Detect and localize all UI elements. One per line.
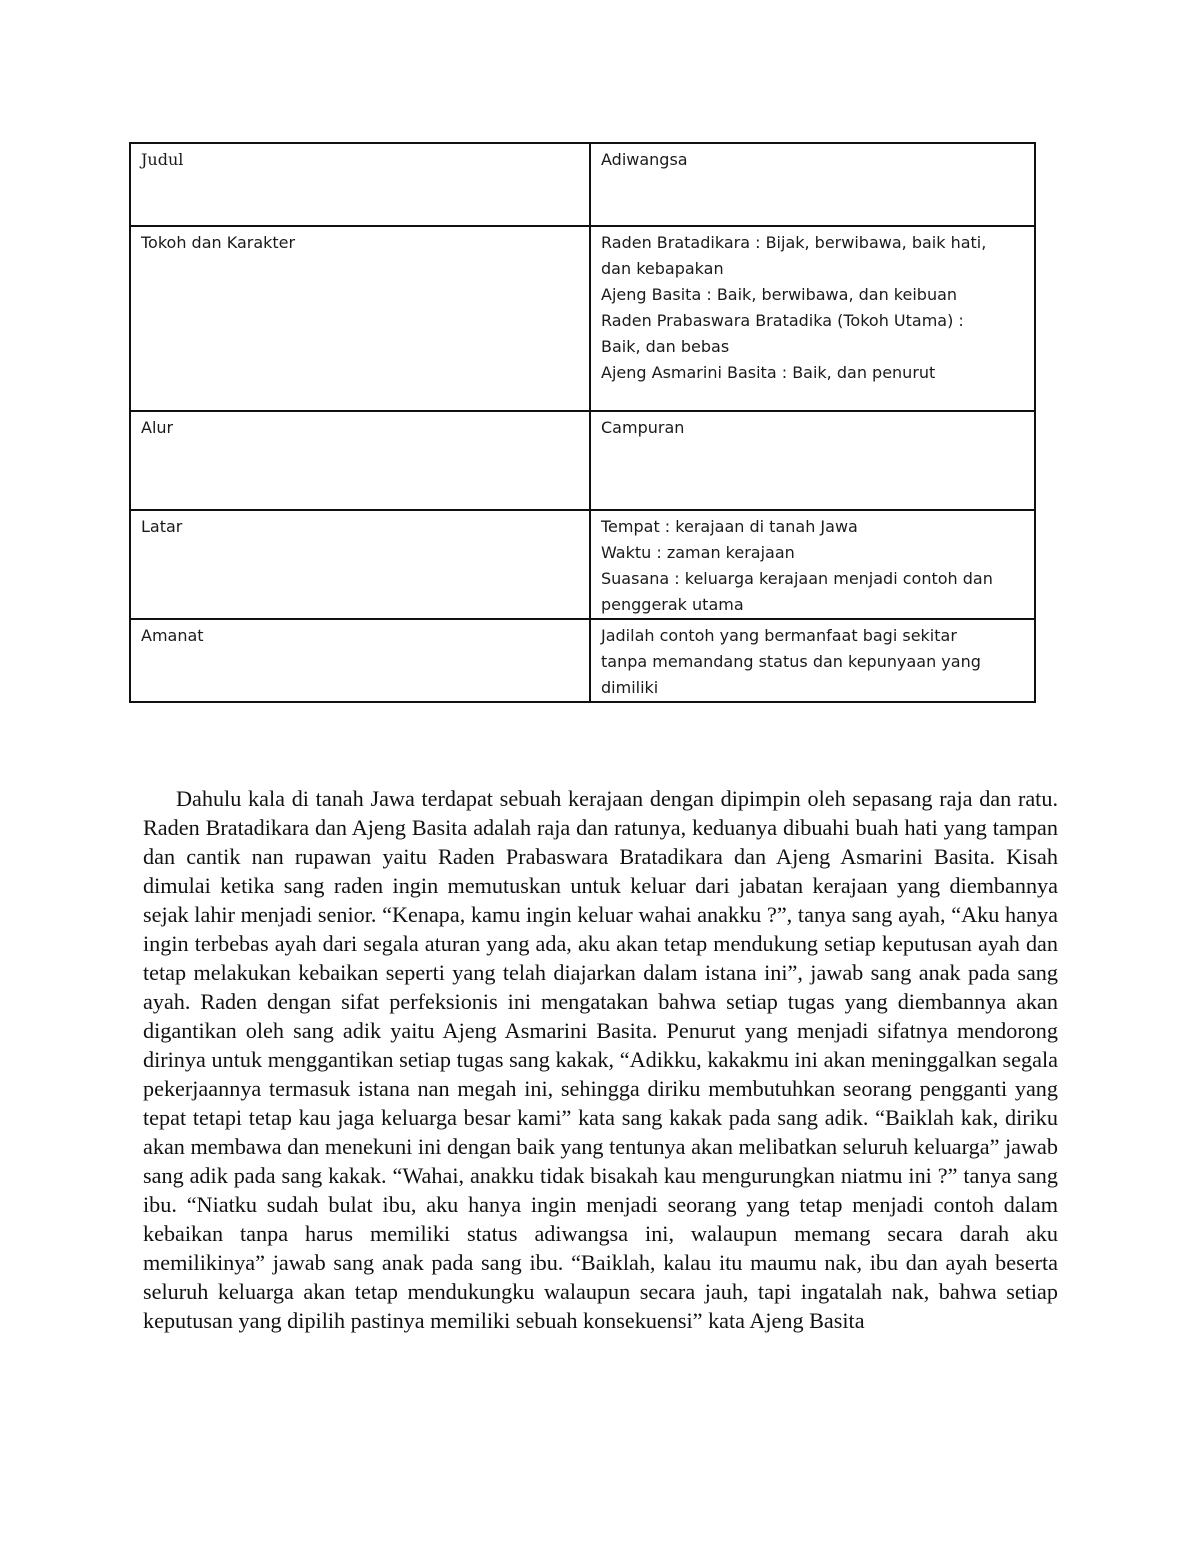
row-label: Judul: [130, 143, 590, 226]
table-row-latar: [130, 510, 1035, 619]
table-row-judul: [130, 143, 1035, 226]
value-line: Waktu : zaman kerajaan: [601, 543, 795, 562]
row-label: Latar: [130, 510, 590, 619]
value-line: penggerak utama: [601, 595, 744, 614]
value-line: Ajeng Asmarini Basita : Baik, dan penurut: [601, 363, 936, 382]
value-line: Adiwangsa: [601, 150, 688, 169]
row-label: Amanat: [130, 619, 590, 702]
value-line: Baik, dan bebas: [601, 337, 730, 356]
row-label: Tokoh dan Karakter: [130, 226, 590, 411]
table-row-tokoh: [130, 226, 1035, 411]
row-value: [590, 510, 1035, 619]
value-line: Campuran: [601, 418, 685, 437]
value-line: Jadilah contoh yang bermanfaat bagi sekitar: [601, 626, 957, 645]
row-label: Alur: [130, 411, 590, 510]
value-line: Raden Bratadikara : Bijak, berwibawa, baik hati,: [601, 233, 987, 252]
row-value: [590, 226, 1035, 411]
value-line: dimiliki: [601, 678, 659, 697]
value-line: Tempat : kerajaan di tanah Jawa: [601, 517, 858, 536]
row-value: [590, 619, 1035, 702]
story-paragraph: Dahulu kala di tanah Jawa terdapat sebuah kerajaan dengan dipimpin oleh sepasang raja dan ratu. Raden Bratadikara dan Ajeng Basita adalah raja dan ratunya, keduanya dibuahi buah hati yang tampan dan cantik nan rupawan yaitu Raden Prabaswara Bratadikara dan Ajeng Asmarini Basita. Kisah dimulai ketika sang raden ingin memutuskan untuk keluar dari jabatan kerajaan yang diembannya sejak lahir menjadi senior. “Kenapa, kamu ingin keluar wahai anakku ?”, tanya sang ayah, “Aku hanya ingin terbebas ayah dari segala aturan yang ada, aku akan tetap mendukung setiap keputusan ayah dan tetap melakukan kebaikan seperti yang telah diajarkan dalam istana ini”, jawab sang anak pada sang ayah. Raden dengan sifat perfeksionis ini mengatakan bahwa setiap tugas yang diembannya akan digantikan oleh sang adik yaitu Ajeng Asmarini Basita. Penurut yang menjadi sifatnya mendorong dirinya untuk menggantikan setiap tugas sang kakak, “Adikku, kakakmu ini akan meninggalkan segala pekerjaannya termasuk istana nan megah ini, sehingga diriku membutuhkan seorang pengganti yang tepat tetapi tetap kau jaga keluarga besar kami” kata sang kakak pada sang adik. “Baiklah kak, diriku akan membawa dan menekuni ini dengan baik yang tentunya akan melibatkan seluruh keluarga” jawab sang adik pada sang kakak. “Wahai, anakku tidak bisakah kau mengurungkan niatmu ini ?” tanya sang ibu. “Niatku sudah bulat ibu, aku hanya ingin menjadi seorang yang tetap menjadi contoh dalam kebaikan tanpa harus memiliki status adiwangsa ini, walaupun memang secara darah aku memilikinya” jawab sang anak pada sang ibu. “Baiklah, kalau itu maumu nak, ibu dan ayah beserta seluruh keluarga akan tetap mendukungku walaupun secara jauh, tapi ingatalah nak, bahwa setiap keputusan yang dipilih pastinya memiliki sebuah konsekuensi” kata Ajeng Basita: [143, 786, 1058, 1333]
table-row-alur: [130, 411, 1035, 510]
summary-table: [129, 142, 1036, 703]
row-value: [590, 143, 1035, 226]
row-value: [590, 411, 1035, 510]
value-line: Suasana : keluarga kerajaan menjadi contoh dan: [601, 569, 993, 588]
value-line: dan kebapakan: [601, 259, 724, 278]
value-line: Ajeng Basita : Baik, berwibawa, dan keibuan: [601, 285, 958, 304]
value-line: tanpa memandang status dan kepunyaan yang: [601, 652, 981, 671]
value-line: Raden Prabaswara Bratadika (Tokoh Utama) :: [601, 311, 964, 330]
table-row-amanat: [130, 619, 1035, 702]
